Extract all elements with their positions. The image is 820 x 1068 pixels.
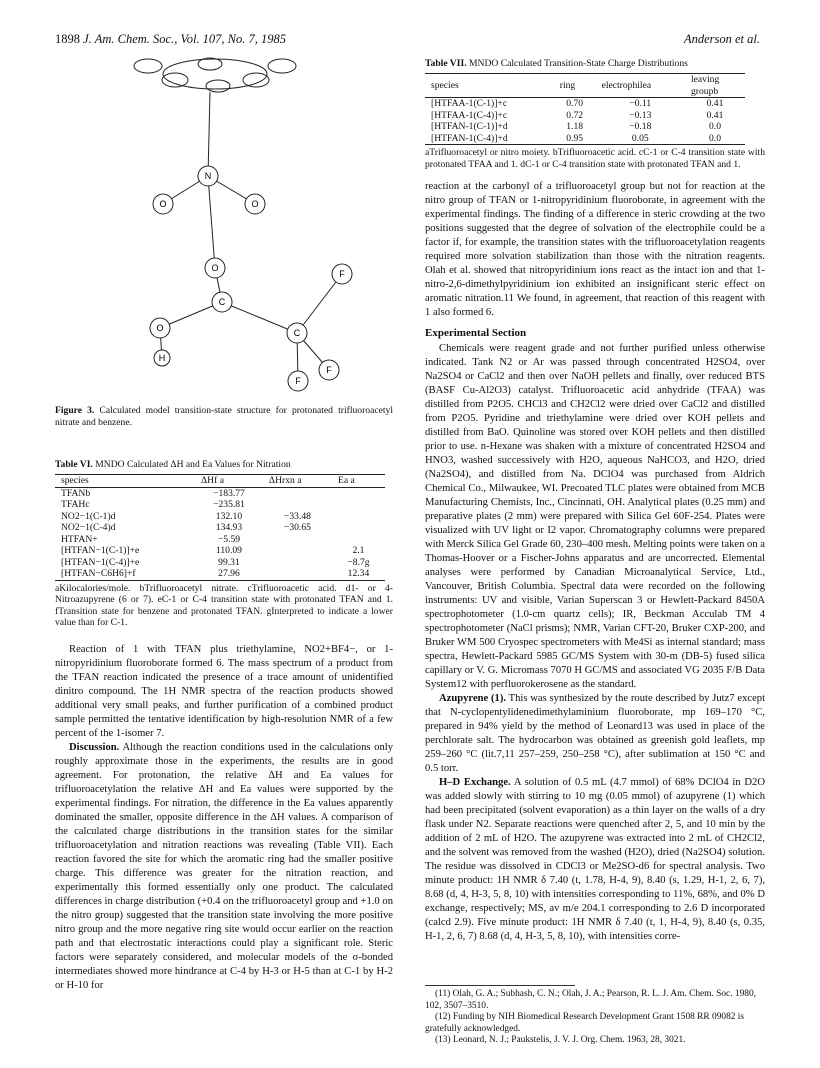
table-cell	[332, 487, 385, 499]
ring-atom	[243, 73, 269, 87]
column-header: ΔHrxn a	[263, 475, 332, 488]
table-cell: 0.05	[596, 133, 685, 145]
table-cell: 99.31	[218, 556, 240, 568]
table-cell: 1.18	[566, 121, 584, 132]
table-7-title: Table VII. MNDO Calculated Transition-State Charge Distributions	[425, 58, 688, 69]
table-cell: −8.7g	[347, 556, 370, 568]
table-6-title: Table VI. MNDO Calculated ΔH and Ea Values for Nitration	[55, 459, 291, 470]
atom-label: F	[326, 365, 332, 375]
table-cell: [HTFAA-1(C-4)]+c	[431, 109, 508, 121]
table-cell: NO2−1(C-1)d	[61, 510, 116, 522]
table-cell: 0.41	[706, 109, 724, 121]
table-cell: −0.13	[629, 109, 652, 121]
table-6	[55, 474, 385, 581]
table-row	[55, 511, 385, 523]
running-header-left	[55, 32, 286, 47]
table-cell	[263, 487, 332, 499]
reference-item: (13) Leonard, N. J.; Paukstelis, J. V. J. Org. Chem. 1963, 28, 3021.	[435, 1035, 686, 1045]
atom-label: O	[159, 199, 167, 209]
table-row	[425, 110, 745, 122]
paragraph: H–D Exchange. A solution of 0.5 mL (4.7 mmol) of 68% DClO4 in D2O was added slowly with stirring to 10 mg (0.05 mmol) of azupyrene (1) which had been precipitated (solvent evaporation) as a thin layer on the walls of a dry flask under N2. Separate reactions were quenched after 2, 5, and 10 min by the addition of 2 mL of H2O. The azupyrene was extracted into 2 mL of CH2Cl2, and the solvent was removed from the washed (H2O), dried (Na2SO4) solution. The residue was dissolved in CDCl3 or Me2SO-d6 for spectral analysis. Two minute product: 1H NMR δ 7.40 (t, 1.78, H-4, 9), 8.40 (s, 1.29, H-1, 2, 6, 7), 8.68 (d, 4, H-3, 5, 8, 10) with intensities corresponding to 11%, 68%, and 0% D exchange, respectively; MS, av m/e 204.1 corresponding to 2.6 D incorporated (calcd 2.9). Five minute product: 1H NMR δ 7.40 (t, 1, H-4, 9), 8.40 (s, 0.35, H-1, 2, 6, 7) 8.68 (d, 4, H-3, 5, 8, 10), with intensities corre-	[425, 777, 765, 942]
section-heading: Experimental Section	[425, 327, 527, 339]
table-cell: HTFAN+	[61, 533, 98, 545]
paragraph: Azupyrene (1). This was synthesized by the route described by Jutz7 except that N-cyclopentylidenedimethylaminium fluoroborate, mp 169–170 °C, prepared in 94% yield by the method of Leonard13 was used in place of the perchlorate salt. The hydrocarbon was obtained as greenish gold leaflets, mp 259–260 °C (lit.7,11 257–259, 250–258 °C), after sublimation at 150 °C and 0.5 torr.	[425, 693, 766, 774]
table-cell: TFAHc	[61, 499, 90, 510]
page-number: 1898	[55, 32, 80, 46]
table-row	[55, 557, 385, 569]
table-cell: −33.48	[283, 510, 311, 522]
table-cell	[263, 545, 332, 557]
table-row	[55, 499, 385, 511]
ring-atom	[198, 58, 222, 70]
table-cell: 0.95	[554, 133, 596, 145]
table-cell	[332, 534, 385, 546]
paragraph: Chemicals were reagent grade and not further purified unless otherwise indicated. Tank N2 or Ar was passed through concentrated H2SO4, over Na2SO4 or CaCl2 and then over NaOH pellets and finally, over reduced BTS (BASF Cu-Al2O3) catalyst. Trifluoroacetic acid anhydride (TFAA) was distilled from P2O5. CHCl3 and CH2Cl2 were dried over CaCl2 and distilled from P2O5. Pyridine and triethylamine were dried over KOH pellets and distilled from BaO. Quinoline was stored over KOH pellets and then distilled prior to use. n-Hexane was shaken with a mixture of concentrated H2SO4 and HNO3, washed successively with H2O, aqueous NaHCO3, and H2O, dried (Na2SO4), and distilled from Na. DClO4 was purchased from Aldrich Chemical Co., Milwaukee, WI. Precoated TLC plates were obtained from MCB Manufacturing Chemists, Inc., Cincinnati, OH. Analytical plates (0.25 mm) and preparative plates (2 mm) were prepared with Silica Gel 60F-254. Plates were visualized with UV light or I2 vapor. Chromatography columns were prepared with Merck Silica Gel Grade 60, 230–400 mesh. Melting points were taken on a Thomas-Hoover or a Fischer-Johns apparatus and are uncorrected. Elemental analyses were performed by Canadian Microanalytical Service, Ltd., Vancouver, British Columbia. Spectral data were recorded on the following instruments: UV and visible, Varian Superscan 3 or Hewlett-Packard 8450A spectrophotometer (1.0-cm quartz cells); IR, Beckman Acculab TM 4 spectrophotometer (NaCl prisms); NMR, Varian CFT-20, Bruker CXP-200, and Bruker WM 500 Cryospec spectrometers with Me4Si as internal standard; mass spectra, Hewlett-Packard 5985 GC/MS System with 30-m (DB-5) fused silica capillary or V. G. Micromass 7070 H GC/MS and associated VG 2035 F/B Data System12 with perfluorokerosene as the standard.	[425, 343, 765, 690]
paragraph: Reaction of 1 with TFAN plus triethylamine, NO2+BF4−, or 1-nitropyridinium fluoroborate formed 6. The mass spectrum of a product from the TFAN reaction indicated the presence of a trace amount of unidentified dinitro compound. The 1H NMR spectra of the reaction products showed additional very small peaks, and further purification of a combined product sample permitted the tentative identification by high-resolution NMR of a few percent of the 1-isomer 7.	[55, 643, 393, 739]
benzene-ring	[163, 59, 267, 89]
table-cell: −183.77	[213, 487, 245, 499]
column-header: electrophilea	[596, 74, 685, 98]
table-7-footnotes: aTrifluoroacetyl or nitro moiety. bTrifluoroacetic acid. cC-1 or C-4 transition state with protonated TFAA and 1. dC-1 or C-4 transition state with protonated TFAN and 1.	[425, 147, 765, 170]
references	[425, 985, 756, 1047]
table-cell: 27.96	[195, 568, 263, 580]
table-row	[55, 522, 385, 534]
atom-label: O	[251, 199, 259, 209]
table-cell: 12.34	[332, 568, 385, 580]
table-cell: [HTFAN-1(C-1)]+d	[431, 121, 508, 132]
table-cell: [HTFAA-1(C-1)]+c	[431, 98, 508, 109]
column-header: Ea a	[332, 475, 385, 488]
atom-label: O	[211, 263, 219, 273]
table-cell: 0.0	[685, 133, 745, 145]
table-cell: 0.70	[566, 98, 584, 109]
table-cell: 0.41	[706, 98, 724, 109]
column-header: ΔHf a	[195, 475, 263, 488]
column-header: species	[55, 475, 195, 488]
table-cell: [HTFAN−C6H6]+f	[55, 568, 195, 580]
running-header-authors: Anderson et al.	[683, 32, 760, 46]
ring-atom	[206, 80, 230, 92]
ring-atom	[162, 73, 188, 87]
figure-3-caption: Figure 3. Calculated model transition-state structure for protonated trifluoroacetyl nitrate and benzene.	[55, 405, 393, 428]
table-cell: 2.1	[352, 545, 365, 556]
table-cell: NO2−1(C-4)d	[61, 522, 116, 533]
table-7	[425, 73, 745, 145]
atom-label: C	[293, 328, 301, 338]
table-cell: −5.59	[217, 533, 241, 545]
atom-label: C	[218, 297, 226, 307]
reference-item: (12) Funding by NIH Biomedical Research Development Grant 1508 RR 09082 is gratefully acknowledged.	[425, 1012, 745, 1034]
table-cell: [HTFAN−1(C-1)]+e	[61, 545, 140, 556]
table-cell: [HTFAN-1(C-4)]+d	[425, 133, 554, 145]
table-6-footnotes: aKilocalories/mole. bTrifluoroacetyl nitrate. cTrifluoroacetic acid. d1- or 4-Nitroazupyrene (6 or 7). eC-1 or C-4 transition state with protonated TFAN and 1. fTransition state for benzene and protonated TFAN. gInterpreted to indicate a lower value than for C-1.	[55, 582, 393, 628]
table-row	[425, 98, 745, 110]
discussion-paragraph: Discussion. Although the reaction conditions used in the calculations only roughly approximate those in the experiments, the results are in good agreement. For protonation, the relative ΔH and Ea values for trifluoroacetylation the relative ΔH and Ea values were supported by the experimental findings. For nitration, the difference in the Ea values apparently dominated the smaller, opposite difference in the ΔH values. A comparison of the calculated charge distributions in the transition states for the similar trifluoroacetylation and nitration reactions was revealing (Table VII). Each reaction favored the site for which the aromatic ring had the smaller positive charge. This difference was greater for the nitration reaction, and experimentally this formed essentially only one product. The calculated differences in charge distribution (+0.4 on the trifluoroacetyl group and +1.0 on the nitro group) suggested that the transition state involving the more positive nitro group and the more negative ring site would occur earlier on the reaction path and that electrostatic interactions could play a significant role. Steric factors were separately considered, and molecular models of the σ-bonded intermediates showed more hindrance at C-4 by H-3 or H-5 than at C-1 by H-2 or H-10 for	[55, 741, 393, 991]
table-cell: 134.93	[215, 522, 243, 533]
figure-3-structure	[60, 52, 390, 397]
atom-label: F	[295, 376, 301, 386]
column-header: ring	[554, 74, 596, 98]
table-cell	[263, 499, 332, 511]
table-cell	[263, 568, 332, 580]
table-row	[55, 568, 385, 580]
table-row	[55, 545, 385, 557]
left-column	[55, 405, 393, 993]
table-cell: −30.65	[283, 522, 311, 533]
ring-atom	[134, 59, 162, 73]
table-row	[425, 121, 745, 133]
table-cell: 132.10	[215, 510, 243, 522]
atom-label: H	[158, 353, 166, 363]
journal-citation: J. Am. Chem. Soc., Vol. 107, No. 7, 1985	[83, 32, 287, 46]
table-cell: −235.81	[213, 499, 245, 510]
table-cell	[263, 557, 332, 569]
table-cell: −0.11	[629, 98, 652, 109]
table-cell: 110.09	[215, 545, 242, 556]
reference-item: (11) Olah, G. A.; Subhash, C. N.; Olah, J. A.; Pearson, R. L. J. Am. Chem. Soc. 1980, 102, 3507–3510.	[425, 989, 756, 1011]
column-header: leaving groupb	[685, 74, 745, 98]
table-row	[55, 534, 385, 546]
table-cell: 0.0	[709, 121, 721, 132]
table-row	[425, 133, 745, 145]
ring-atom	[268, 59, 296, 73]
table-cell: TFANb	[61, 487, 91, 499]
table-cell: 0.72	[566, 109, 584, 121]
table-cell	[332, 511, 385, 523]
atom-label: N	[204, 171, 212, 181]
table-cell	[263, 534, 332, 546]
table-row	[55, 487, 385, 499]
table-cell: −0.18	[629, 121, 652, 132]
table-6-body	[55, 487, 385, 580]
table-cell	[332, 522, 385, 534]
right-column	[425, 58, 765, 944]
table-cell: [HTFAN−1(C-4)]+e	[61, 556, 140, 568]
column-header: species	[425, 74, 554, 98]
table-cell	[332, 499, 385, 511]
table-7-body	[425, 98, 745, 145]
atom-label: O	[156, 323, 164, 333]
paragraph: reaction at the carbonyl of a trifluoroacetyl group but not for reaction at the nitro group of TFAN or 1-nitropyridinium fluoroborate, in agreement with the experimental findings. The finding of a difference in steric crowding at the two positions suggested that the degree of solvation of the electrophile could be a factor if, for example, the transition states with the trifluoroacetylation reagents required more solvation stabilization than those with the nitration reagents. Olah et al. showed that nitropyridinium ions react as the intact ion and that 1-nitro-2,6-dimethylpyridinium ion exhibited an insignificant steric effect on aromatic nitration.11 We found, in agreement, that reaction of this reagent with 1 also formed 6.	[425, 181, 765, 318]
atom-label: F	[339, 269, 345, 279]
